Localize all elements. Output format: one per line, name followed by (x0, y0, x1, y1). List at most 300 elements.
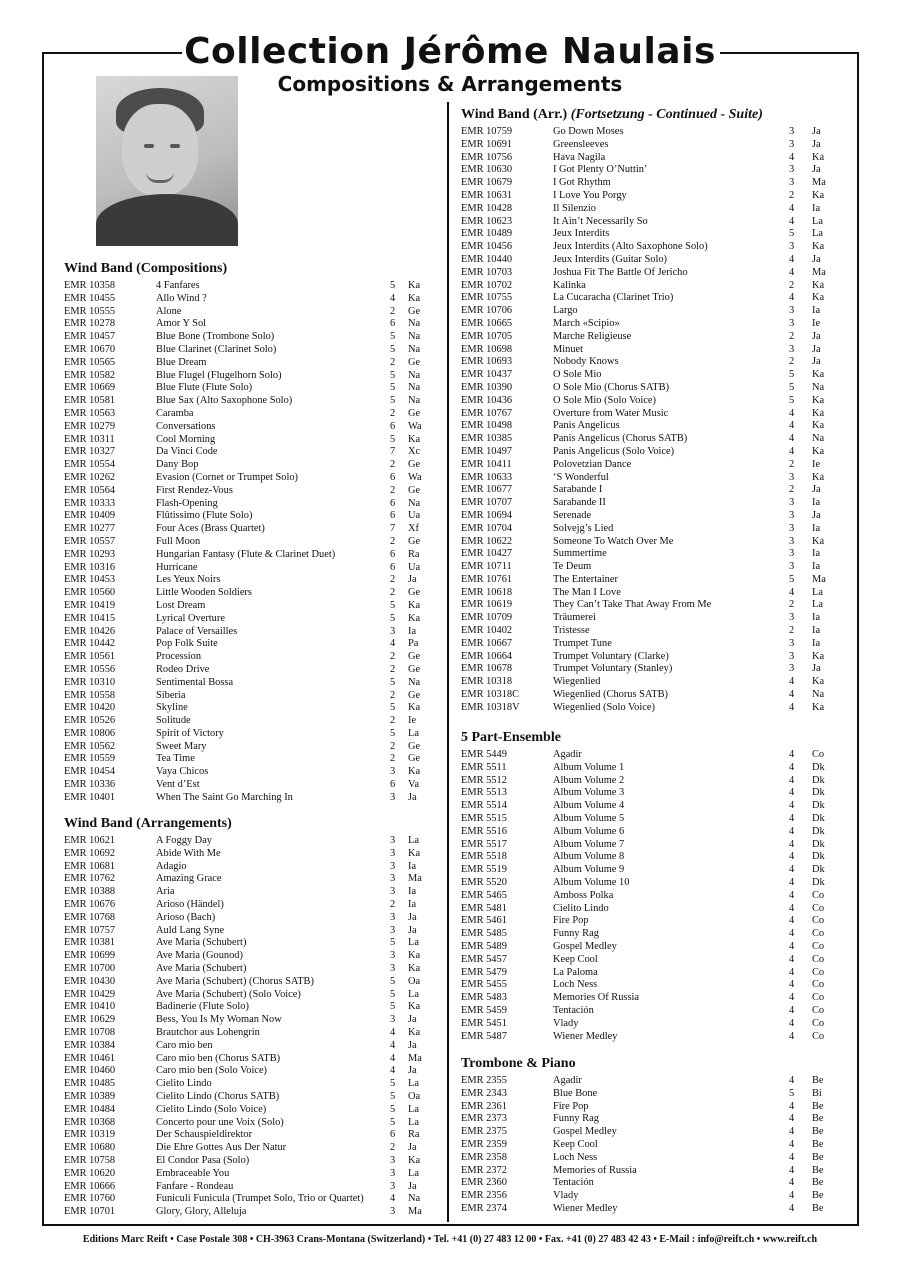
piece-title: Pop Folk Suite (156, 638, 218, 650)
publisher-code: La (408, 1167, 419, 1179)
footer-contact: Editions Marc Reift • Case Postale 308 • CH-3963 Crans-Montana (Switzerland) • Tel. +41 (0) 27 483 12 00 • Fax. +41 (0) 27 483 42 43 • E-Mail : info@reift.ch • www.reift.ch (82, 1234, 818, 1245)
publisher-code: Xf (408, 523, 419, 535)
publisher-code: Ka (408, 702, 421, 714)
heading-main: Wind Band (Arr.) (461, 107, 571, 122)
grade: 3 (789, 535, 795, 547)
catalog-row (461, 928, 851, 941)
catalog-number: EMR 10440 (461, 253, 513, 265)
catalog-list (64, 835, 444, 1219)
publisher-code: Ja (812, 509, 821, 521)
grade: 3 (390, 1167, 396, 1179)
catalog-row (64, 899, 444, 912)
publisher-code: Ja (812, 253, 821, 265)
catalog-number: EMR 10415 (64, 612, 116, 624)
catalog-row (461, 599, 851, 612)
catalog-row (64, 873, 444, 886)
piece-title: Arioso (Händel) (156, 898, 224, 910)
grade: 6 (390, 548, 396, 560)
catalog-row (461, 280, 851, 293)
grade: 3 (789, 522, 795, 534)
catalog-row (64, 434, 444, 447)
catalog-row (64, 1078, 444, 1091)
grade: 2 (390, 574, 396, 586)
catalog-number: EMR 10705 (461, 330, 513, 342)
publisher-code: Ie (812, 317, 821, 329)
catalog-number: EMR 10333 (64, 497, 116, 509)
page-subtitle: Compositions & Arrangements (277, 72, 623, 96)
piece-title: Overture from Water Music (553, 407, 669, 419)
catalog-number: EMR 5481 (461, 902, 507, 914)
piece-title: Album Volume 5 (553, 812, 625, 824)
publisher-code: Wa (408, 420, 422, 432)
grade: 2 (390, 356, 396, 368)
catalog-row (461, 864, 851, 877)
grade: 5 (390, 343, 396, 355)
grade: 6 (390, 561, 396, 573)
piece-title: Tristesse (553, 625, 590, 637)
catalog-row (64, 1014, 444, 1027)
piece-title: Allo Wind ? (156, 292, 207, 304)
section-heading: Trombone & Piano (461, 1056, 576, 1071)
catalog-row (64, 600, 444, 613)
publisher-code: Ge (408, 484, 421, 496)
catalog-number: EMR 10318C (461, 689, 520, 701)
catalog-row (461, 318, 851, 331)
catalog-number: EMR 5515 (461, 812, 507, 824)
catalog-row (461, 1005, 851, 1018)
publisher-code: Be (812, 1190, 824, 1202)
catalog-number: EMR 10456 (461, 241, 513, 253)
piece-title: Die Ehre Gottes Aus Der Natur (156, 1142, 287, 1154)
piece-title: Evasion (Cornet or Trumpet Solo) (156, 471, 299, 483)
grade: 2 (789, 599, 795, 611)
piece-title: Little Wooden Soldiers (156, 587, 252, 599)
grade: 4 (789, 676, 795, 688)
grade: 2 (390, 663, 396, 675)
grade: 5 (390, 395, 396, 407)
piece-title: Sentimental Bossa (156, 676, 234, 688)
catalog-row (64, 1193, 444, 1206)
publisher-code: La (812, 586, 823, 598)
catalog-row (64, 1091, 444, 1104)
catalog-row (461, 1126, 851, 1139)
grade: 3 (390, 873, 396, 885)
catalog-row (461, 941, 851, 954)
publisher-code: Be (812, 1100, 824, 1112)
catalog-number: EMR 10565 (64, 356, 116, 368)
piece-title: Album Volume 6 (553, 825, 625, 837)
piece-title: Album Volume 8 (553, 851, 625, 863)
catalog-row (64, 536, 444, 549)
piece-title: Sarabande II (553, 497, 606, 509)
piece-title: 4 Fanfares (156, 280, 200, 291)
grade: 3 (390, 962, 396, 974)
publisher-code: La (812, 228, 823, 240)
catalog-number: EMR 5518 (461, 851, 507, 863)
publisher-code: Ja (408, 924, 417, 936)
catalog-row (461, 203, 851, 216)
publisher-code: Ge (408, 689, 421, 701)
catalog-number: EMR 5487 (461, 1030, 507, 1042)
grade: 5 (390, 727, 396, 739)
piece-title: Keep Cool (553, 953, 598, 965)
piece-title: Album Volume 4 (553, 800, 625, 812)
catalog-number: EMR 5457 (461, 953, 507, 965)
catalog-number: EMR 10707 (461, 497, 513, 509)
catalog-row (461, 408, 851, 421)
catalog-number: EMR 10455 (64, 292, 116, 304)
publisher-code: Ge (408, 663, 421, 675)
section-heading: 5 Part-Ensemble (461, 730, 561, 745)
catalog-number: EMR 10401 (64, 791, 116, 803)
piece-title: Caro mio ben (Chorus SATB) (156, 1052, 281, 1064)
catalog-row (64, 766, 444, 779)
catalog-row (64, 861, 444, 874)
piece-title: Cielito Lindo (Chorus SATB) (156, 1090, 280, 1102)
catalog-row (461, 663, 851, 676)
section-trombone-piano (461, 1055, 851, 1216)
catalog-number: EMR 5451 (461, 1017, 507, 1029)
grade: 4 (390, 1193, 396, 1205)
grade: 5 (390, 1116, 396, 1128)
catalog-row (461, 689, 851, 702)
piece-title: They Can’t Take That Away From Me (553, 599, 712, 611)
piece-title: Cool Morning (156, 433, 216, 445)
catalog-number: EMR 10442 (64, 638, 116, 650)
publisher-code: Be (812, 1138, 824, 1150)
piece-title: Wiegenlied (Solo Voice) (553, 701, 655, 713)
piece-title: Spirit of Victory (156, 727, 224, 739)
grade: 5 (390, 1090, 396, 1102)
catalog-row (64, 792, 444, 805)
publisher-code: Ka (812, 676, 825, 688)
section-wind-arrangements-continued (461, 106, 851, 715)
catalog-row (461, 446, 851, 459)
publisher-code: Ge (408, 753, 421, 765)
catalog-number: EMR 5512 (461, 774, 507, 786)
piece-title: I Love You Porgy (553, 189, 627, 201)
catalog-row (461, 749, 851, 762)
publisher-code: Ma (812, 266, 826, 278)
catalog-row (64, 1104, 444, 1117)
publisher-code: Na (408, 1193, 421, 1205)
grade: 4 (789, 876, 795, 888)
piece-title: O Sole Mio (553, 369, 602, 381)
grade: 3 (789, 497, 795, 509)
piece-title: Jeux Interdits (Alto Saxophone Solo) (553, 241, 708, 253)
catalog-number: EMR 10762 (64, 873, 116, 885)
publisher-code: Ka (812, 241, 825, 253)
catalog-row (64, 912, 444, 925)
catalog-number: EMR 10709 (461, 612, 513, 624)
catalog-number: EMR 2360 (461, 1177, 507, 1189)
catalog-number: EMR 10384 (64, 1039, 116, 1051)
piece-title: First Rendez-Vous (156, 484, 233, 496)
catalog-number: EMR 10621 (64, 835, 116, 846)
piece-title: Da Vinci Code (156, 446, 218, 458)
grade: 2 (390, 407, 396, 419)
grade: 4 (789, 1177, 795, 1189)
catalog-number: EMR 10388 (64, 886, 116, 898)
piece-title: Träumerei (553, 612, 596, 624)
publisher-code: La (408, 1103, 419, 1115)
publisher-code: Be (812, 1113, 824, 1125)
catalog-row (461, 651, 851, 664)
publisher-code: Ka (812, 394, 825, 406)
grade: 4 (789, 749, 795, 760)
grade: 5 (390, 1001, 396, 1013)
grade: 4 (390, 638, 396, 650)
publisher-code: Dk (812, 800, 825, 812)
catalog-number: EMR 10428 (461, 202, 513, 214)
piece-title: Wiener Medley (553, 1202, 618, 1214)
publisher-code: Bi (812, 1087, 822, 1099)
publisher-code: Ge (408, 407, 421, 419)
catalog-row (461, 839, 851, 852)
catalog-row (461, 510, 851, 523)
catalog-number: EMR 2372 (461, 1164, 507, 1176)
photo-eye-right (170, 144, 180, 148)
catalog-row (64, 587, 444, 600)
catalog-row (64, 1168, 444, 1181)
grade: 5 (789, 573, 795, 585)
grade: 5 (390, 612, 396, 624)
catalog-number: EMR 10691 (461, 138, 513, 150)
grade: 4 (789, 940, 795, 952)
publisher-code: Ge (408, 459, 421, 471)
publisher-code: Ua (408, 510, 421, 522)
catalog-row (64, 1001, 444, 1014)
catalog-row (64, 702, 444, 715)
piece-title: Rodeo Drive (156, 663, 210, 675)
piece-title: Blue Dream (156, 356, 207, 368)
catalog-number: EMR 10556 (64, 663, 116, 675)
piece-title: Hungarian Fantasy (Flute & Clarinet Duet) (156, 548, 336, 560)
section-heading: Wind Band (Compositions) (64, 261, 228, 276)
publisher-code: Na (408, 331, 421, 343)
piece-title: Ave Maria (Schubert) (Solo Voice) (156, 988, 301, 1000)
grade: 3 (789, 509, 795, 521)
publisher-code: La (812, 215, 823, 227)
catalog-number: EMR 10711 (461, 561, 512, 573)
page-title: Collection Jérôme Naulais (184, 31, 716, 72)
grade: 3 (789, 612, 795, 624)
publisher-code: Ge (408, 305, 421, 317)
publisher-code: Ka (812, 407, 825, 419)
catalog-row (64, 459, 444, 472)
photo-eye-left (144, 144, 154, 148)
catalog-row (461, 164, 851, 177)
catalog-row (64, 562, 444, 575)
publisher-code: Dk (812, 876, 825, 888)
catalog-row (461, 139, 851, 152)
publisher-code: Ia (812, 522, 821, 534)
grade: 4 (789, 1138, 795, 1150)
catalog-list (461, 126, 851, 715)
grade: 2 (789, 279, 795, 291)
grade: 3 (390, 625, 396, 637)
catalog-row (461, 433, 851, 446)
publisher-code: Dk (812, 838, 825, 850)
grade: 3 (390, 766, 396, 778)
catalog-row (461, 152, 851, 165)
catalog-row (461, 228, 851, 241)
catalog-number: EMR 10757 (64, 924, 116, 936)
catalog-row (461, 1190, 851, 1203)
piece-title: The Man I Love (553, 586, 621, 598)
catalog-row (64, 1027, 444, 1040)
piece-title: Marche Religieuse (553, 330, 632, 342)
catalog-row (64, 1065, 444, 1078)
publisher-code: Ka (408, 950, 421, 962)
catalog-row (461, 915, 851, 928)
piece-title: Der Schauspieldirektor (156, 1129, 253, 1141)
piece-title: Il Silenzio (553, 202, 596, 214)
piece-title: Lyrical Overture (156, 612, 225, 624)
catalog-number: EMR 10619 (461, 599, 513, 611)
publisher-code: La (408, 1078, 419, 1090)
catalog-row (64, 950, 444, 963)
publisher-code: Co (812, 749, 825, 760)
catalog-row (64, 626, 444, 639)
title-bar (0, 30, 900, 74)
grade: 6 (390, 318, 396, 330)
piece-title: Fanfare - Rondeau (156, 1180, 234, 1192)
publisher-code: Na (408, 318, 421, 330)
piece-title: Blue Flugel (Flugelhorn Solo) (156, 369, 282, 381)
publisher-code: Ja (812, 343, 821, 355)
catalog-row (461, 992, 851, 1005)
grade: 2 (789, 484, 795, 496)
grade: 4 (789, 787, 795, 799)
grade: 5 (390, 599, 396, 611)
catalog-number: EMR 10669 (64, 382, 116, 394)
catalog-number: EMR 10758 (64, 1154, 116, 1166)
piece-title: El Condor Pasa (Solo) (156, 1154, 250, 1166)
catalog-number: EMR 2375 (461, 1126, 507, 1138)
publisher-code: Ia (812, 548, 821, 560)
catalog-number: EMR 10676 (64, 898, 116, 910)
catalog-row (461, 472, 851, 485)
catalog-number: EMR 10581 (64, 395, 116, 407)
piece-title: Te Deum (553, 561, 592, 573)
catalog-row (64, 280, 444, 293)
piece-title: Album Volume 1 (553, 761, 625, 773)
catalog-number: EMR 10526 (64, 715, 116, 727)
catalog-row (461, 523, 851, 536)
catalog-row (64, 715, 444, 728)
catalog-number: EMR 10582 (64, 369, 116, 381)
piece-title: The Entertainer (553, 573, 618, 585)
piece-title: Amboss Polka (553, 889, 614, 901)
catalog-row (461, 356, 851, 369)
publisher-code: Co (812, 966, 825, 978)
catalog-number: EMR 5520 (461, 876, 507, 888)
grade: 3 (390, 1014, 396, 1026)
grade: 3 (390, 1206, 396, 1218)
publisher-code: Na (812, 381, 825, 393)
grade: 4 (789, 1017, 795, 1029)
catalog-number: EMR 10318 (461, 676, 513, 688)
publisher-code: Na (812, 433, 825, 445)
catalog-number: EMR 10437 (461, 369, 513, 381)
publisher-code: Co (812, 915, 825, 927)
grade: 6 (390, 510, 396, 522)
grade: 5 (390, 433, 396, 445)
piece-title: O Sole Mio (Chorus SATB) (553, 381, 670, 393)
grade: 2 (390, 484, 396, 496)
catalog-number: EMR 10555 (64, 305, 116, 317)
publisher-code: Ua (408, 561, 421, 573)
catalog-row (64, 779, 444, 792)
grade: 5 (390, 676, 396, 688)
grade: 4 (789, 292, 795, 304)
catalog-row (64, 357, 444, 370)
catalog-number: EMR 5485 (461, 928, 507, 940)
publisher-code: Ka (812, 701, 825, 713)
catalog-row (461, 1031, 851, 1044)
grade: 3 (390, 886, 396, 898)
catalog-number: EMR 10692 (64, 847, 116, 859)
catalog-number: EMR 10558 (64, 689, 116, 701)
catalog-row (461, 497, 851, 510)
grade: 4 (789, 928, 795, 940)
piece-title: Lost Dream (156, 599, 206, 611)
catalog-number: EMR 2361 (461, 1100, 507, 1112)
grade: 2 (789, 625, 795, 637)
publisher-code: Na (408, 395, 421, 407)
catalog-number: EMR 10677 (461, 484, 513, 496)
publisher-code: Co (812, 1004, 825, 1016)
publisher-code: Ra (408, 548, 420, 560)
catalog-row (461, 241, 851, 254)
piece-title: Panis Angelicus (Chorus SATB) (553, 433, 688, 445)
catalog-number: EMR 10755 (461, 292, 513, 304)
catalog-row (64, 306, 444, 319)
catalog-number: EMR 10561 (64, 651, 116, 663)
grade: 7 (390, 523, 396, 535)
catalog-number: EMR 10420 (64, 702, 116, 714)
piece-title: Concerto pour une Voix (Solo) (156, 1116, 284, 1128)
catalog-row (461, 775, 851, 788)
publisher-code: Ma (812, 573, 826, 585)
publisher-code: Co (812, 928, 825, 940)
catalog-row (461, 1139, 851, 1152)
publisher-code: Ja (812, 126, 821, 137)
grade: 4 (789, 992, 795, 1004)
publisher-code: Ka (408, 599, 421, 611)
publisher-code: Ia (812, 305, 821, 317)
grade: 5 (390, 369, 396, 381)
grade: 4 (789, 812, 795, 824)
publisher-code: Ja (812, 663, 821, 675)
piece-title: Agadir (553, 1075, 582, 1086)
piece-title: ‘S Wonderful (553, 471, 609, 483)
publisher-code: Co (812, 902, 825, 914)
grade: 4 (789, 689, 795, 701)
piece-title: Hurricane (156, 561, 198, 573)
publisher-code: Ja (812, 330, 821, 342)
piece-title: March «Scipio» (553, 317, 620, 329)
publisher-code: Ja (408, 1014, 417, 1026)
publisher-code: Ma (408, 1206, 422, 1218)
grade: 5 (390, 702, 396, 714)
publisher-code: Ka (812, 151, 825, 163)
catalog-number: EMR 10708 (64, 1026, 116, 1038)
grade: 2 (390, 898, 396, 910)
piece-title: Flûtissimo (Flute Solo) (156, 510, 253, 522)
catalog-number: EMR 5449 (461, 749, 507, 760)
